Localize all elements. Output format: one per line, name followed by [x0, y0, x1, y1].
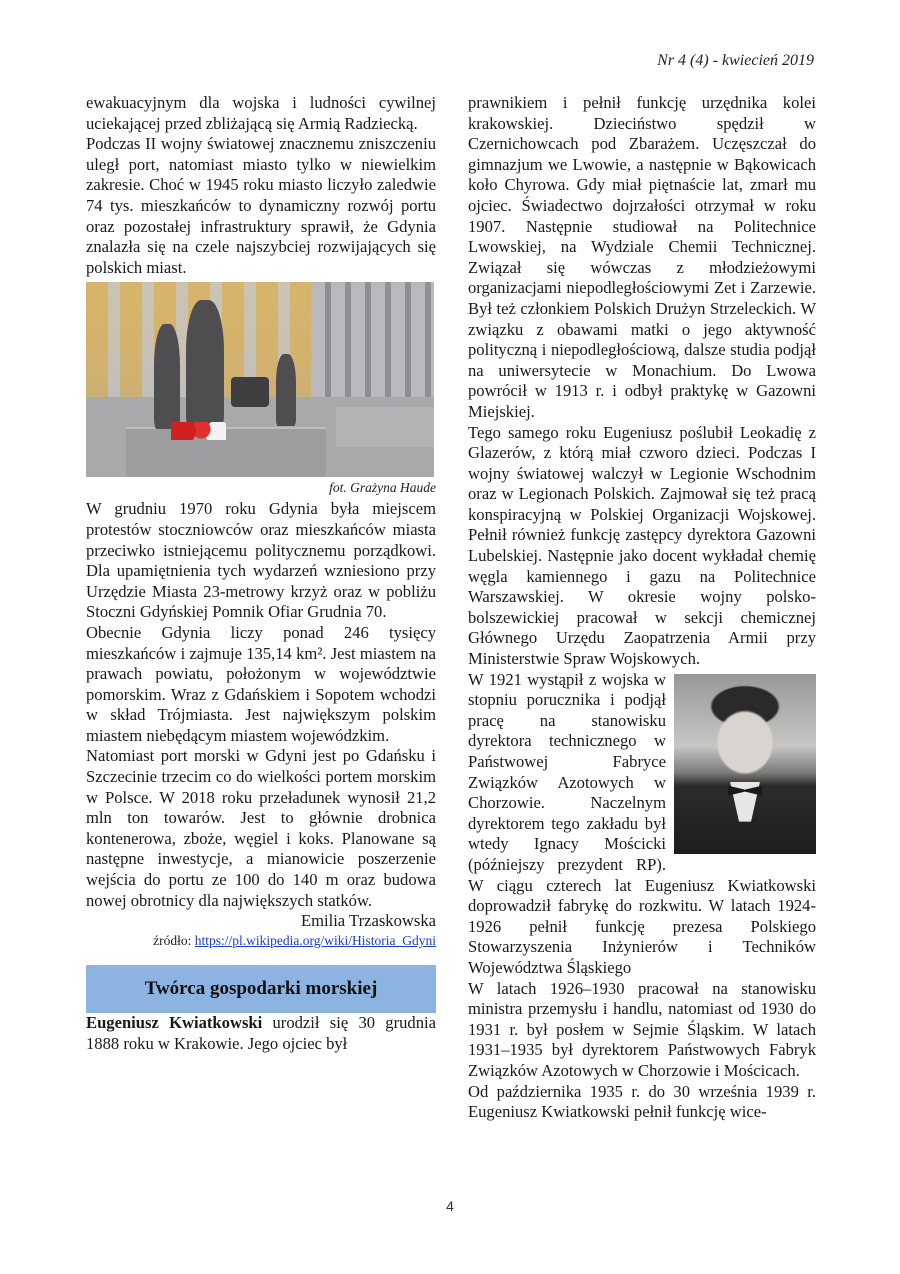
intro-text: urodził się 30 grudnia 1888 roku w Krakowie. Jego ojciec był — [86, 1013, 436, 1053]
source-link[interactable]: https://pl.wikipedia.org/wiki/Historia_Gdyni — [194, 933, 436, 949]
issue-header: Nr 4 (4) - kwiecień 2019 — [657, 52, 814, 69]
paragraph: Obecnie Gdynia liczy ponad 246 tysięcy mieszkańców i zajmuje 135,14 km². Jest miastem na prawach powiatu, położonym w województwie pomorskim. Wraz z Gdańskiem i Sopotem wchodzi w skład Trójmiasta. Jest największym polskim miastem niebędącym miastem wojewódzkim. — [86, 622, 436, 745]
statue-figure — [276, 354, 296, 426]
paragraph — [86, 1013, 436, 1054]
photo-plinth — [126, 427, 326, 477]
photo-flowers — [171, 422, 226, 440]
article-source — [86, 931, 436, 951]
paragraph: Tego samego roku Eugeniusz poślubił Leokadię z Glazerów, z którą miał czworo dzieci. Podczas I wojny światowej walczył w Legionie Wschodnim oraz w Legionach Polskich. Zajmował się też pracą konspiracyjną w Polskiej Organizacji Wojskowej. Pełnił również funkcję zastępcy dyrektora Gazowni Lubelskiej. Następnie jako docent wykładał chemię węgla kamiennego i gazu na Politechnice Warszawskiej. W okresie wojny polsko-bolszewickiej pracował w sekcji chemicznej Głównego Urzędu Zaopatrzenia Armii przy Ministerstwie Spraw Wojskowych. — [468, 422, 816, 669]
section-heading: Twórca gospodarki morskiej — [86, 965, 436, 1013]
article-author: Emilia Trzaskowska — [300, 911, 436, 931]
portrait-photo — [674, 674, 816, 854]
paragraph: Od października 1935 r. do 30 września 1939 r. Eugeniusz Kwiatkowski pełnił funkcję wice- — [468, 1081, 816, 1122]
photo-plinth — [336, 407, 434, 447]
paragraph: W latach 1926–1930 pracował na stanowisku ministra przemysłu i handlu, natomiast od 1930 do 1931 r. był posłem w Sejmie Śląskim. W latach 1931–1935 był dyrektorem Państwowych Fabryk Związków Azotowych w Chorzowie i Mościcach. — [468, 978, 816, 1080]
statue-figure — [186, 300, 224, 428]
paragraph: W grudniu 1970 roku Gdynia była miejscem protestów stoczniowców oraz mieszkańców miasta przeciwko istniejącemu politycznemu porządkowi. Dla upamiętnienia tych wydarzeń wzniesiono przy Urzędzie Miasta 23-metrowy krzyż oraz w pobliżu Stoczni Gdyńskiej Pomnik Ofiar Grudnia 70. — [86, 499, 436, 622]
paragraph: W 1921 wystąpił z wojska w stopniu porucznika i podjął pracę na stanowisku dyrektora technicznego w Państwowej Fabryce Związków Azotowych w Chorzowie. Naczelnym dyrektorem tego zakładu był wtedy Ignacy Mościcki (późniejszy prezydent RP). W ciągu czterech lat Eugeniusz Kwiatkowski doprowadził fabrykę do rozkwitu. W latach 1924-1926 pełnił funkcję prezesa Polskiego Stowarzyszenia Inżynierów i Techników Województwa Śląskiego — [468, 669, 816, 977]
statue-cart — [231, 377, 269, 407]
paragraph: Natomiast port morski w Gdyni jest po Gdańsku i Szczecinie trzecim co do wielkości portem morskim w Polsce. W 2018 roku przeładunek wynosił 21,2 mln ton towarów. Jest to głównie drobnica kontenerowa, zboże, węgiel i koks. Planowane są następne inwestycje, a mianowicie poszerzenie wejścia do portu ze 100 do 140 m oraz budowa nowej obrotnicy dla największych statków. — [86, 746, 436, 910]
paragraph: ewakuacyjnym dla wojska i ludności cywilnej uciekającej przed zbliżającą się Armią Radziecką. — [86, 93, 436, 133]
right-column — [468, 93, 816, 1123]
photo-caption: fot. Grażyna Haude — [329, 480, 436, 496]
source-label: źródło: — [153, 933, 195, 949]
person-name: Eugeniusz Kwiatkowski — [86, 1013, 263, 1033]
statue-figure — [154, 324, 180, 429]
monument-photo — [86, 282, 434, 477]
paragraph: prawnikiem i pełnił funkcję urzędnika kolei krakowskiej. Dzieciństwo spędził w Czernichowcach pod Zbarażem. Uczęszczał do gimnazjum we Lwowie, a następnie w Bąkowicach koło Chyrowa. Gdy miał piętnaście lat, zmarł mu ojciec. Świadectwo dojrzałości otrzymał w roku 1907. Następnie studiował na Politechnice Lwowskiej, na Wydziale Chemii Technicznej. Związał się wówczas z młodzieżowymi organizacjami niepodległościowymi Zet i Zarzewie. Był też członkiem Polskich Drużyn Strzeleckich. W związku z obawami matki o jego aktywność polityczną i niepodległościową, dalsze studia podjął na uniwersytecie w Monachium. Do Lwowa powrócił w 1913 r. i odbył praktykę w Gazowni Miejskiej. — [468, 93, 816, 421]
left-column — [86, 93, 436, 1054]
page-number: 4 — [446, 1198, 454, 1214]
paragraph: Podczas II wojny światowej znacznemu zniszczeniu uległ port, natomiast miasto tylko w niewielkim zakresie. Choć w 1945 roku miasto liczyło zaledwie 74 tys. mieszkańców to dynamiczny rozwój portu oraz pozostałej infrastruktury sprawił, że Gdynia znalazła się na czele najszybciej rozwijających się polskich miast. — [86, 134, 436, 277]
photo-building — [311, 282, 434, 402]
